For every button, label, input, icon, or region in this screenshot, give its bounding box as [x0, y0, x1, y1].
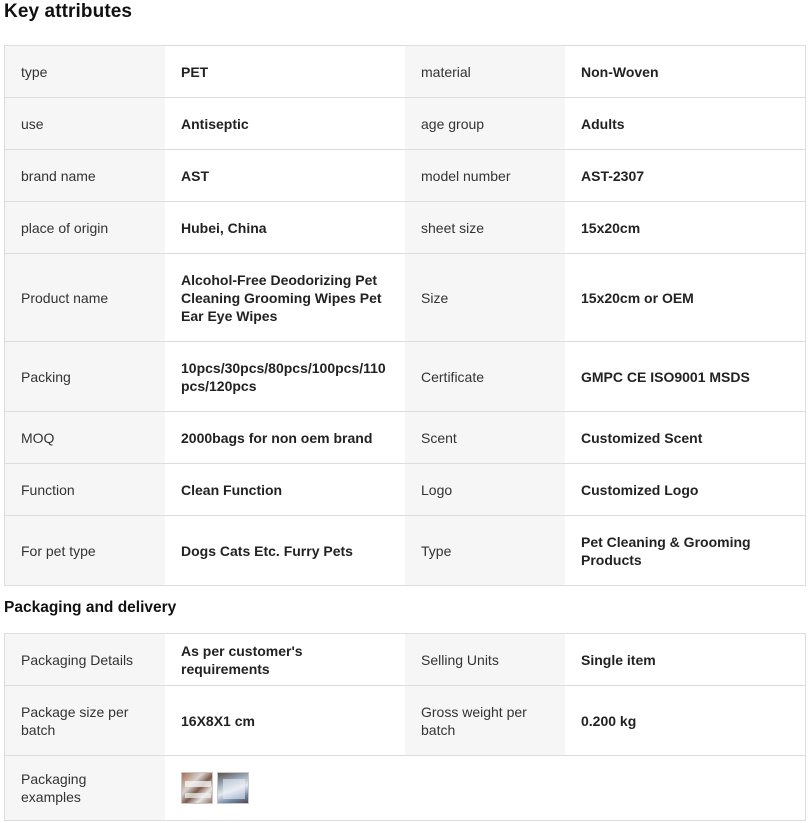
attr-key-brand-name: brand name — [5, 150, 165, 201]
attr-key-product-name: Product name — [5, 254, 165, 341]
attr-value-scent: Customized Scent — [565, 412, 805, 463]
table-row — [5, 686, 805, 756]
table-row — [5, 516, 805, 585]
attr-value-logo: Customized Logo — [565, 464, 805, 515]
attr-key-material: material — [405, 46, 565, 97]
attr-value-moq: 2000bags for non oem brand — [165, 412, 405, 463]
attr-key-certificate: Certificate — [405, 342, 565, 411]
attr-value-type-products: Pet Cleaning & Grooming Products — [565, 516, 805, 585]
pkg-key-gross-weight: Gross weight per batch — [405, 686, 565, 755]
attr-value-size: 15x20cm or OEM — [565, 254, 805, 341]
attr-key-sheet-size: sheet size — [405, 202, 565, 253]
packaging-delivery-title: Packaging and delivery — [4, 599, 177, 616]
table-row — [5, 342, 805, 412]
attr-value-sheet-size: 15x20cm — [565, 202, 805, 253]
attr-value-product-name: Alcohol-Free Deodorizing Pet Cleaning Grooming Wipes Pet Ear Eye Wipes — [165, 254, 405, 341]
attr-value-certificate: GMPC CE ISO9001 MSDS — [565, 342, 805, 411]
attr-value-brand-name: AST — [165, 150, 405, 201]
pkg-key-packaging-details: Packaging Details — [5, 634, 165, 685]
pkg-value-packaging-details: As per customer's requirements — [165, 634, 405, 685]
pkg-value-gross-weight: 0.200 kg — [565, 686, 805, 755]
attr-key-size: Size — [405, 254, 565, 341]
attr-value-material: Non-Woven — [565, 46, 805, 97]
attr-key-type: type — [5, 46, 165, 97]
packaging-example-thumbnail[interactable] — [217, 772, 249, 804]
attr-value-model-number: AST-2307 — [565, 150, 805, 201]
attr-value-function: Clean Function — [165, 464, 405, 515]
table-row — [5, 46, 805, 98]
table-row — [5, 634, 805, 686]
attr-key-for-pet-type: For pet type — [5, 516, 165, 585]
attr-key-packing: Packing — [5, 342, 165, 411]
attr-value-for-pet-type: Dogs Cats Etc. Furry Pets — [165, 516, 405, 585]
thumbnail-list — [181, 772, 249, 804]
attr-key-moq: MOQ — [5, 412, 165, 463]
attr-value-type: PET — [165, 46, 405, 97]
table-row — [5, 98, 805, 150]
table-row — [5, 254, 805, 342]
table-row — [5, 202, 805, 254]
pkg-key-selling-units: Selling Units — [405, 634, 565, 685]
pkg-value-selling-units: Single item — [565, 634, 805, 685]
table-row — [5, 412, 805, 464]
attr-value-packing: 10pcs/30pcs/80pcs/100pcs/110pcs/120pcs — [165, 342, 405, 411]
pkg-key-packaging-examples: Packaging examples — [5, 756, 165, 820]
table-row — [5, 464, 805, 516]
attr-key-scent: Scent — [405, 412, 565, 463]
attr-key-function: Function — [5, 464, 165, 515]
attr-key-type: Type — [405, 516, 565, 585]
pkg-value-package-size: 16X8X1 cm — [165, 686, 405, 755]
packaging-table — [4, 633, 806, 821]
table-row — [5, 756, 805, 820]
packaging-example-thumbnail[interactable] — [181, 772, 213, 804]
attr-key-age-group: age group — [405, 98, 565, 149]
attr-value-use: Antiseptic — [165, 98, 405, 149]
attr-key-place-of-origin: place of origin — [5, 202, 165, 253]
attr-key-use: use — [5, 98, 165, 149]
key-attributes-title: Key attributes — [4, 1, 133, 22]
attr-value-age-group: Adults — [565, 98, 805, 149]
attr-key-logo: Logo — [405, 464, 565, 515]
table-row — [5, 150, 805, 202]
pkg-key-package-size: Package size per batch — [5, 686, 165, 755]
attr-key-model-number: model number — [405, 150, 565, 201]
key-attributes-table — [4, 45, 806, 586]
attr-value-place-of-origin: Hubei, China — [165, 202, 405, 253]
packaging-examples-gallery — [165, 756, 805, 820]
